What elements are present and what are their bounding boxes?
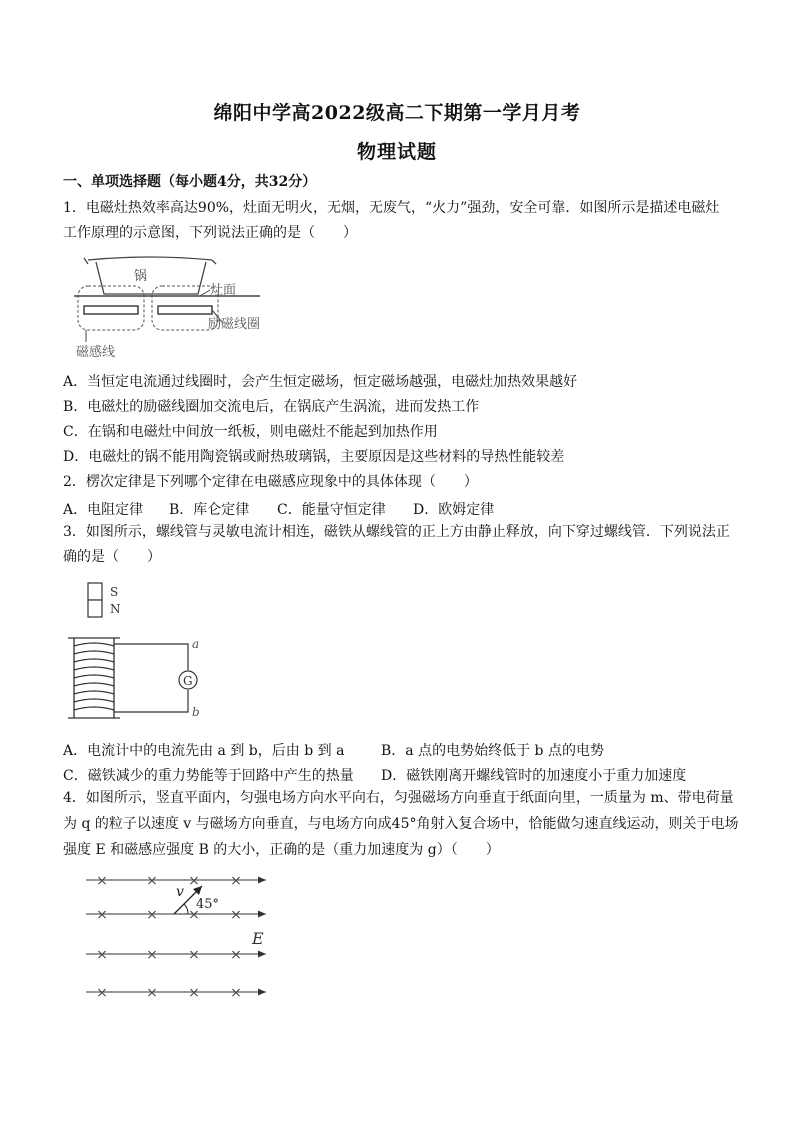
q4-stem-line3: 强度 E 和磁感应强度 B 的大小，正确的是（重力加速度为 g）（ ） bbox=[63, 842, 500, 858]
magnetic-field-cross: × bbox=[146, 947, 158, 963]
field-arrow-icon bbox=[258, 911, 266, 918]
q3-stem-line1: 3．如图所示，螺线管与灵敏电流计相连，磁铁从螺线管的正上方由静止释放，向下穿过螺线管．下列说法正 bbox=[63, 524, 730, 540]
q2-stem: 2．楞次定律是下列哪个定律在电磁感应现象中的具体体现（ ） bbox=[63, 474, 478, 490]
magnet-shape bbox=[88, 583, 102, 617]
q1-stem-line1: 1．电磁灶热效率高达90%，灶面无明火，无烟，无废气，“火力”强劲，安全可靠．如图所示是描述电磁灶 bbox=[63, 200, 720, 216]
pot-shape bbox=[84, 257, 216, 294]
q4-stem-line2: 为 q 的粒子以速度 v 与磁场方向垂直，与电场方向成45°角射入复合场中，恰能做匀速直线运动，则关于电场 bbox=[63, 816, 739, 832]
q2-option-d: D．欧姆定律 bbox=[413, 502, 495, 518]
magnetic-field-cross: × bbox=[230, 947, 242, 963]
q1-induction-cooker-figure bbox=[60, 250, 320, 360]
magnetic-field-cross: × bbox=[96, 873, 108, 889]
q1-option-b: B．电磁灶的励磁线圈加交流电后，在锅底产生涡流，进而发热工作 bbox=[63, 399, 480, 415]
q2-option-b: B．库仑定律 bbox=[169, 502, 250, 518]
magnetic-field-cross: × bbox=[146, 873, 158, 889]
q3-option-d: D．磁铁刚离开螺线管时的加速度小于重力加速度 bbox=[381, 768, 687, 784]
magnetic-field-cross: × bbox=[188, 873, 200, 889]
q3-solenoid-figure bbox=[64, 580, 224, 725]
magnetic-field-cross: × bbox=[96, 907, 108, 923]
galvanometer-label: G bbox=[183, 674, 193, 688]
point-a-label: a bbox=[192, 637, 200, 651]
point-b-label: b bbox=[192, 705, 200, 719]
magnetic-field-cross: × bbox=[188, 947, 200, 963]
exam-title: 绵阳中学高2022级高二下期第一学月月考 bbox=[213, 102, 581, 124]
field-arrow-icon bbox=[258, 877, 266, 884]
q3-option-a: A．电流计中的电流先由 a 到 b，后由 b 到 a bbox=[63, 743, 345, 759]
q3-option-b: B．a 点的电势始终低于 b 点的电势 bbox=[381, 743, 604, 759]
field-arrow-icon bbox=[258, 989, 266, 996]
section-heading: 一、单项选择题（每小题4分，共32分） bbox=[63, 174, 317, 190]
magnetic-field-cross: × bbox=[188, 985, 200, 1001]
q2-option-a: A．电阻定律 bbox=[63, 502, 144, 518]
q1-stem-line2: 工作原理的示意图，下列说法正确的是（ ） bbox=[63, 225, 357, 241]
magnet-s-label: S bbox=[110, 585, 119, 599]
magnetic-field-cross: × bbox=[146, 985, 158, 1001]
q3-option-c: C．磁铁减少的重力势能等于回路中产生的热量 bbox=[63, 768, 354, 784]
electric-field-label: E bbox=[252, 929, 264, 948]
q1-option-a: A．当恒定电流通过线圈时，会产生恒定磁场，恒定磁场越强，电磁灶加热效果越好 bbox=[63, 374, 578, 390]
magnetic-field-cross: × bbox=[96, 947, 108, 963]
velocity-label: v bbox=[176, 884, 184, 900]
q4-stem-line1: 4．如图所示，竖直平面内，匀强电场方向水平向右，匀强磁场方向垂直于纸面向里，一质量为 m、带电荷量 bbox=[63, 790, 734, 806]
coil-shape bbox=[84, 306, 212, 314]
coil-label: 励磁线圈 bbox=[208, 317, 261, 332]
pot-label: 锅 bbox=[134, 269, 148, 284]
surface-label: 灶面 bbox=[210, 283, 237, 298]
solenoid-shape bbox=[68, 638, 120, 718]
magnetic-field-cross: × bbox=[96, 985, 108, 1001]
q2-option-c: C．能量守恒定律 bbox=[277, 502, 386, 518]
magnetic-field-cross: × bbox=[230, 907, 242, 923]
magnetic-field-cross: × bbox=[230, 873, 242, 889]
magnet-n-label: N bbox=[110, 602, 121, 616]
circuit-wires bbox=[114, 644, 188, 712]
q1-option-d: D．电磁灶的锅不能用陶瓷锅或耐热玻璃锅，主要原因是这些材料的导热性能较差 bbox=[63, 449, 565, 465]
angle-label: 45° bbox=[196, 897, 220, 912]
magnetic-field-cross: × bbox=[230, 985, 242, 1001]
exam-subtitle: 物理试题 bbox=[356, 141, 437, 163]
magnetic-field-cross: × bbox=[188, 907, 200, 923]
q4-field-figure bbox=[80, 870, 280, 1005]
magnetic-field-cross: × bbox=[146, 907, 158, 923]
field-label: 磁感线 bbox=[76, 345, 116, 360]
q3-stem-line2: 确的是（ ） bbox=[63, 549, 161, 565]
q1-option-c: C．在锅和电磁灶中间放一纸板，则电磁灶不能起到加热作用 bbox=[63, 424, 438, 440]
field-arrow-icon bbox=[258, 951, 266, 958]
